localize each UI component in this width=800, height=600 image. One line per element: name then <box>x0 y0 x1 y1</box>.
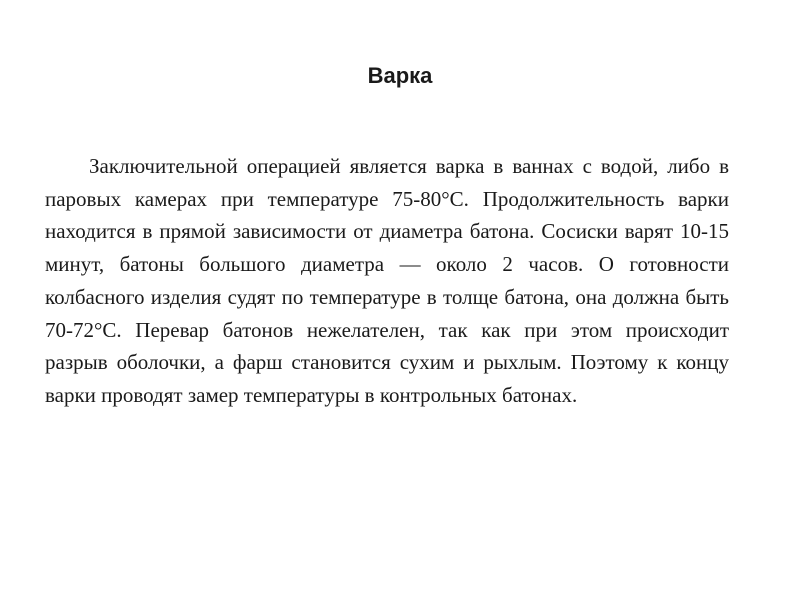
body-paragraph: Заключительной операцией является варка в ваннах с водой, либо в паровых камерах при температуре 75-80°С. Продолжительность варки находится в прямой зависимости от диаметра батона. Сосиски варят 10-15 минут, батоны большого диаметра — около 2 часов. О готовности колбасного изделия судят по температуре в толще батона, она должна быть 70-72°С. Перевар батонов нежелателен, так как при этом происходит разрыв оболочки, а фарш становится сухим и рыхлым. Поэтому к концу варки проводят замер температуры в контрольных батонах. <box>45 154 729 407</box>
slide-title: Варка <box>367 63 433 88</box>
